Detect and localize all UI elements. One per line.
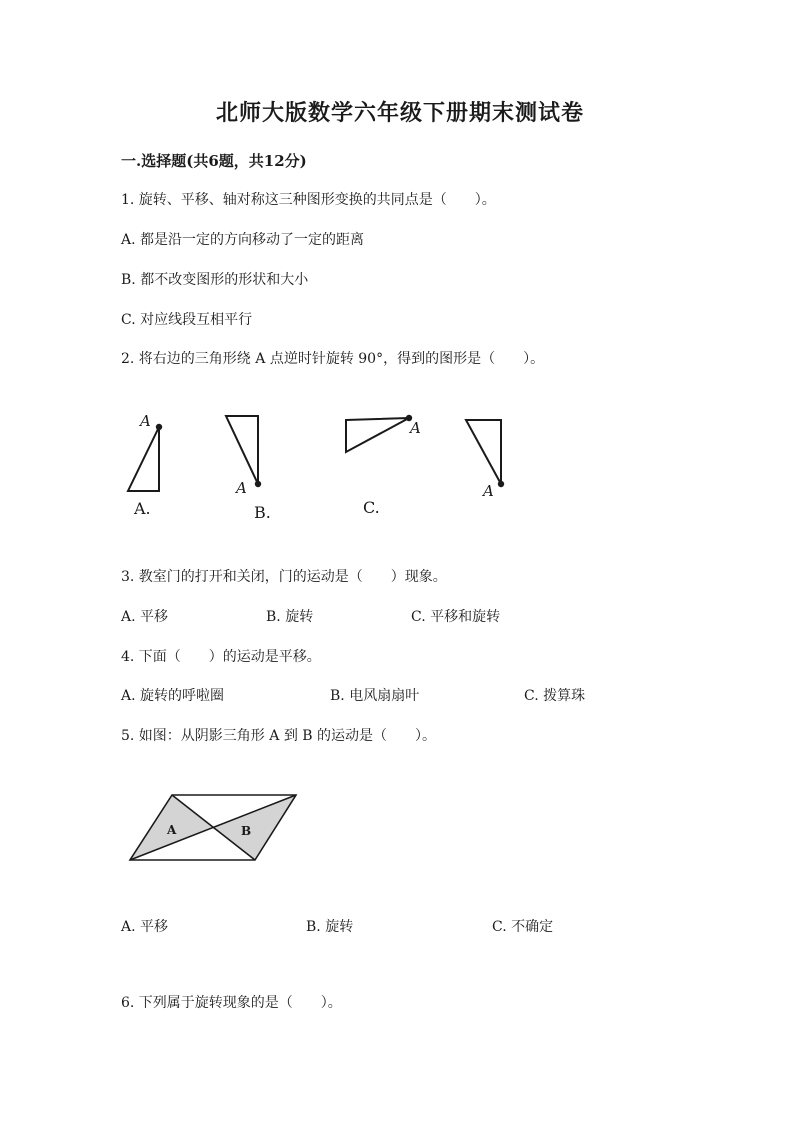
point-a-dot-4 xyxy=(498,481,504,487)
question-3-option-a: A. 平移 xyxy=(121,609,169,625)
page-title: 北师大版数学六年级下册期末测试卷 xyxy=(215,100,584,126)
triangle-a xyxy=(128,427,159,491)
question-3-stem: 3. 教室门的打开和关闭，门的运动是（ ）现象。 xyxy=(121,569,447,585)
section-heading: 一.选择题(共6题，共12分) xyxy=(121,152,307,170)
question-1-option-c: C. 对应线段互相平行 xyxy=(121,312,253,328)
question-1-stem: 1. 旋转、平移、轴对称这三种图形变换的共同点是（ ）。 xyxy=(121,192,496,208)
triangle-original xyxy=(466,420,501,484)
question-4-option-a: A. 旋转的呼啦圈 xyxy=(121,688,225,704)
question-3-option-b: B. 旋转 xyxy=(266,609,314,625)
figure-label-c: C. xyxy=(363,498,380,517)
triangle-b xyxy=(226,416,258,484)
point-a-label-4: A xyxy=(483,482,494,500)
question-2-stem: 2. 将右边的三角形绕 A 点逆时针旋转 90°，得到的图形是（ ）。 xyxy=(121,351,545,367)
shape-label-a: A xyxy=(167,823,177,837)
question-6-stem: 6. 下列属于旋转现象的是（ ）。 xyxy=(121,995,342,1011)
point-a-dot-1 xyxy=(156,424,162,430)
question-5-figure xyxy=(130,795,296,860)
point-a-label-3: A xyxy=(410,419,421,437)
point-a-dot-2 xyxy=(255,481,261,487)
question-1-option-b: B. 都不改变图形的形状和大小 xyxy=(121,272,309,288)
question-4-option-b: B. 电风扇扇叶 xyxy=(330,688,420,704)
figure-label-a: A. xyxy=(134,499,151,518)
triangle-c xyxy=(346,418,409,452)
shaded-triangle-b xyxy=(212,795,296,860)
question-5-option-a: A. 平移 xyxy=(121,919,169,935)
question-3-option-c: C. 平移和旋转 xyxy=(411,609,501,625)
question-4-option-c: C. 拨算珠 xyxy=(524,688,586,704)
point-a-label-2: A xyxy=(236,479,247,497)
shape-label-b: B xyxy=(241,824,252,838)
question-5-option-b: B. 旋转 xyxy=(306,919,354,935)
question-1-option-a: A. 都是沿一定的方向移动了一定的距离 xyxy=(121,232,365,248)
question-5-stem: 5. 如图：从阴影三角形 A 到 B 的运动是（ ）。 xyxy=(121,728,437,744)
question-5-option-c: C. 不确定 xyxy=(492,919,554,935)
question-4-stem: 4. 下面（ ）的运动是平移。 xyxy=(121,649,321,665)
figure-label-b: B. xyxy=(254,503,271,522)
point-a-label-1: A xyxy=(140,412,151,430)
